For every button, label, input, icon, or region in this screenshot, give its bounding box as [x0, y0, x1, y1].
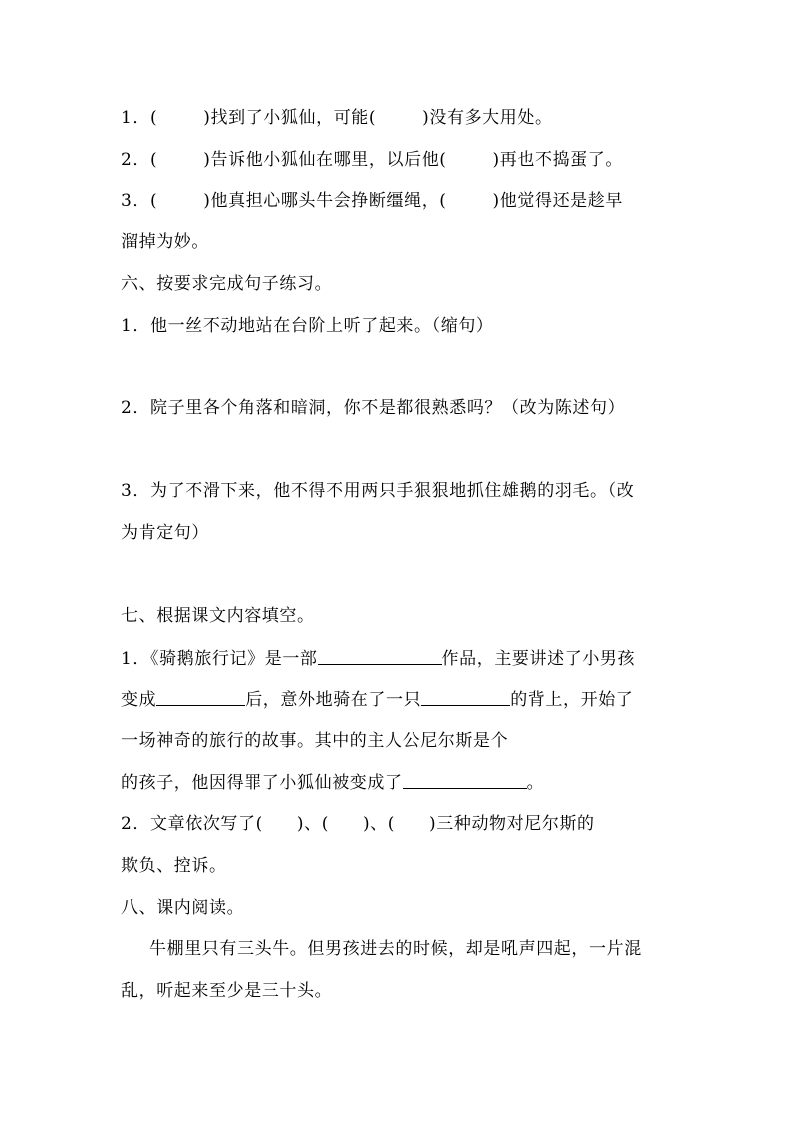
- section-6-question-3-line-2: 为肯定句）: [121, 523, 209, 543]
- item-number: 3．: [121, 191, 151, 211]
- section-8-title: 八、课内阅读。: [121, 898, 245, 918]
- section-6-question-1: 1．他一丝不动地站在台阶上听了起来。（缩句）: [121, 316, 494, 336]
- answer-blank[interactable]: [421, 690, 510, 706]
- section-7-title: 七、根据课文内容填空。: [121, 606, 315, 626]
- section-7-question-1-line-4: 的孩子，他因得罪了小狐仙被变成了 。: [121, 773, 545, 793]
- reading-paragraph-line-1: 牛棚里只有三头牛。但男孩进去的时候，却是吼声四起，一片混: [149, 939, 642, 959]
- item-number: 1．: [121, 108, 151, 128]
- item-number: 2．: [121, 150, 151, 170]
- section-7-question-1-line-3: 一场神奇的旅行的故事。其中的主人公尼尔斯是个: [121, 731, 509, 751]
- section-7-question-1-line-1: 1．《骑鹅旅行记》是一部 作品，主要讲述了小男孩: [121, 649, 636, 669]
- answer-blank[interactable]: [156, 690, 245, 706]
- reading-paragraph-line-2: 乱，听起来至少是三十头。: [121, 981, 333, 1001]
- fill-item-3-continuation: 溜掉为妙。: [121, 232, 209, 252]
- section-7-question-1-line-2: 变成 后，意外地骑在了一只 的背上，开始了: [121, 690, 634, 710]
- section-7-question-2-line-2: 欺负、控诉。: [121, 856, 227, 876]
- section-6-title: 六、按要求完成句子练习。: [121, 274, 333, 294]
- fill-item-1: 1．( )找到了小狐仙，可能( )没有多大用处。: [121, 108, 553, 128]
- fill-item-2: 2．( )告诉他小狐仙在哪里，以后他( )再也不捣蛋了。: [121, 150, 623, 170]
- section-7-question-2-line-1: 2．文章依次写了( )、( )、( )三种动物对尼尔斯的: [121, 814, 595, 834]
- section-6-question-3-line-1: 3．为了不滑下来，他不得不用两只手狠狠地抓住雄鹅的羽毛。（改: [121, 481, 635, 501]
- section-6-question-2: 2．院子里各个角落和暗洞，你不是都很熟悉吗？（改为陈述句）: [121, 398, 626, 418]
- answer-blank[interactable]: [403, 773, 527, 789]
- fill-item-3: 3．( )他真担心哪头牛会挣断缰绳，( )他觉得还是趁早: [121, 191, 623, 211]
- answer-blank[interactable]: [318, 649, 442, 665]
